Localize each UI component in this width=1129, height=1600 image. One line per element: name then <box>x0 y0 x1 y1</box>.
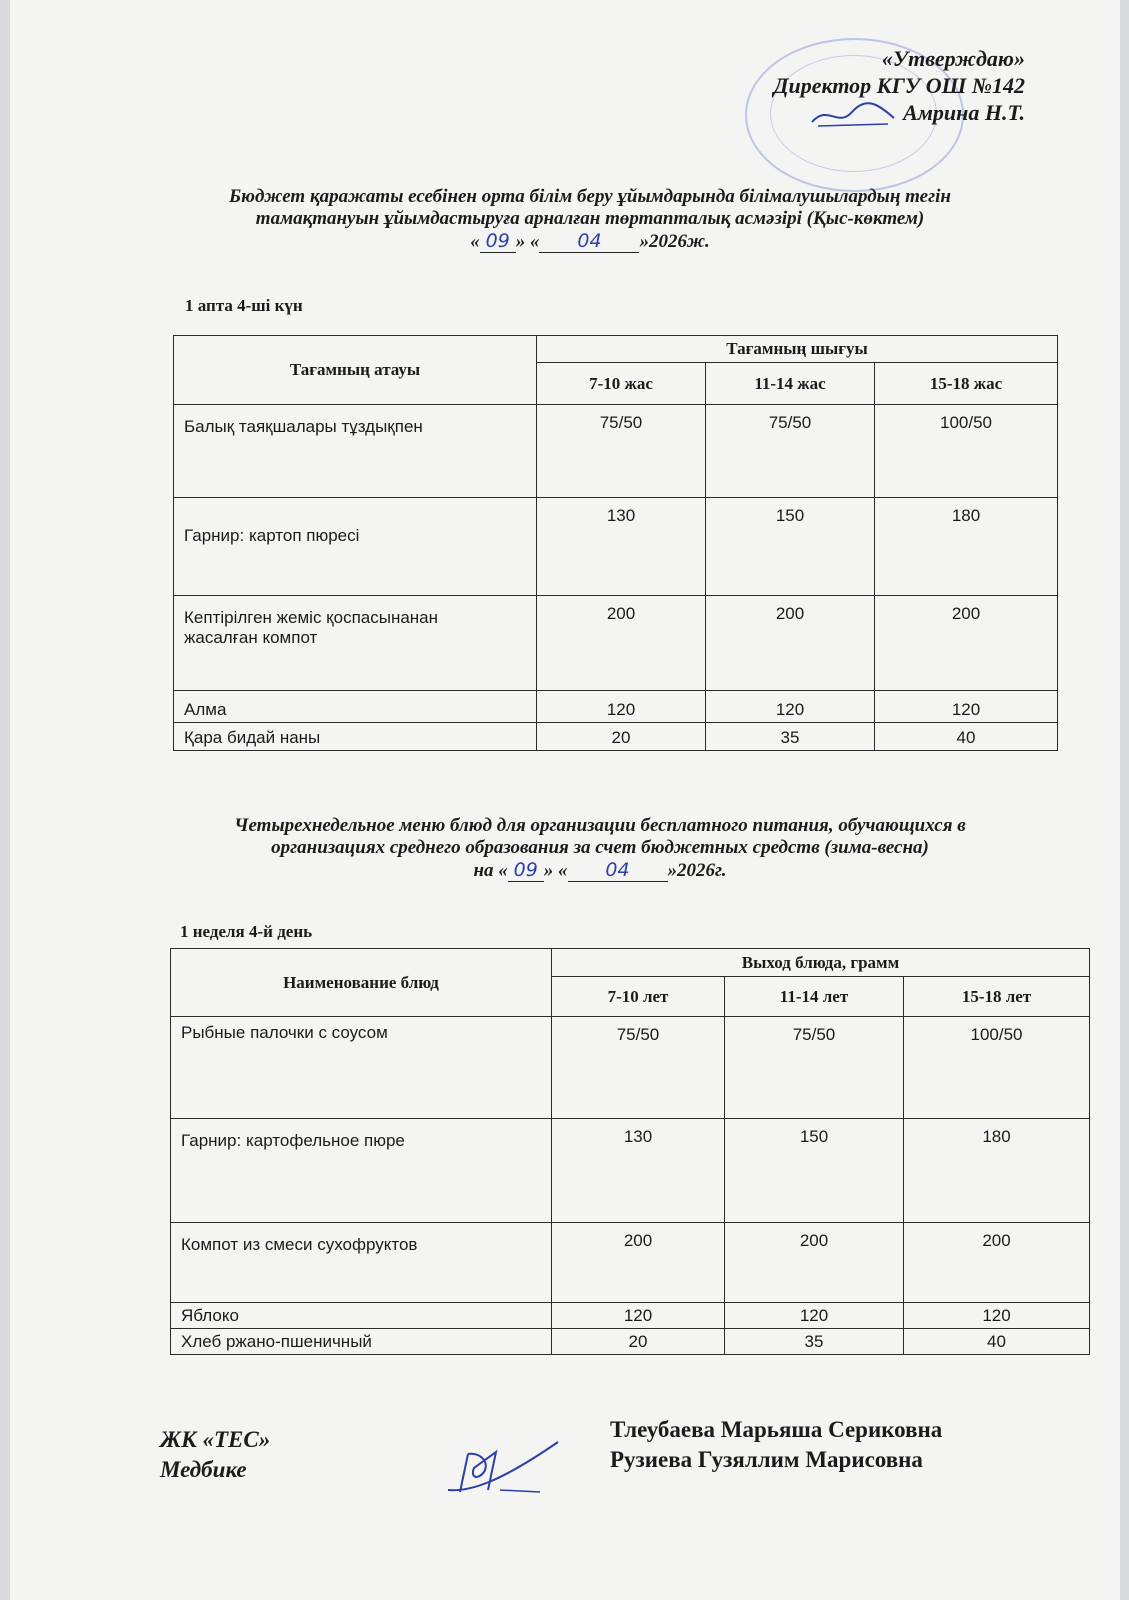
portion-7-10: 120 <box>552 1303 725 1329</box>
ru-date: на « 09 » « 04 »2026г. <box>473 859 727 881</box>
dish-name: Хлеб ржано-пшеничный <box>171 1329 552 1355</box>
kz-title-line1: Бюджет қаражаты есебінен орта білім беру ұйымдарында білімалушылардың тегін <box>229 186 951 207</box>
ru-date-day: 09 <box>508 859 544 882</box>
portion-15-18: 120 <box>904 1303 1090 1329</box>
portion-11-14: 200 <box>706 596 875 691</box>
kz-date: « 09 » « 04 »2026ж. <box>470 230 710 252</box>
kz-col-output-header: Тағамның шығуы <box>537 336 1058 363</box>
portion-11-14: 200 <box>725 1223 904 1303</box>
table-row <box>171 1329 1090 1355</box>
approval-person <box>773 99 1025 130</box>
portion-15-18: 40 <box>904 1329 1090 1355</box>
ru-date-prefix: на « <box>473 860 508 881</box>
table-row <box>174 723 1058 751</box>
portion-11-14: 120 <box>725 1303 904 1329</box>
portion-11-14: 75/50 <box>706 405 875 498</box>
portion-7-10: 200 <box>537 596 706 691</box>
table-row <box>174 498 1058 596</box>
footer-person-1: Тлеубаева Марьяша Сериковна <box>610 1417 943 1442</box>
portion-15-18: 40 <box>875 723 1058 751</box>
approval-name: Амрина Н.Т. <box>903 100 1025 125</box>
portion-15-18: 180 <box>904 1119 1090 1223</box>
table-row <box>171 1017 1090 1119</box>
footer-person-2: Рузиева Гузяллим Марисовна <box>610 1447 923 1472</box>
portion-11-14: 150 <box>706 498 875 596</box>
dish-name: Рыбные палочки с соусом <box>171 1017 552 1119</box>
footer-role: Медбике <box>160 1457 247 1482</box>
kz-age-header-2: 11-14 жас <box>706 363 875 405</box>
footer-persons <box>610 1415 942 1475</box>
dish-name: Яблоко <box>171 1303 552 1329</box>
ru-title <box>150 815 1050 882</box>
ru-title-line2: организациях среднего образования за счет бюджетных средств (зима-весна) <box>271 837 929 858</box>
portion-11-14: 120 <box>706 691 875 723</box>
portion-7-10: 20 <box>552 1329 725 1355</box>
ru-menu-table <box>170 948 1090 1355</box>
portion-15-18: 100/50 <box>875 405 1058 498</box>
dish-name: Алма <box>174 691 537 723</box>
approval-title: «Утверждаю» <box>881 46 1025 71</box>
table-row <box>171 1223 1090 1303</box>
portion-7-10: 75/50 <box>552 1017 725 1119</box>
table-row <box>174 691 1058 723</box>
kz-age-header-1: 7-10 жас <box>537 363 706 405</box>
table-row <box>174 405 1058 498</box>
kz-date-day: 09 <box>480 230 516 253</box>
kz-col-name-header: Тағамның атауы <box>174 336 537 405</box>
portion-11-14: 150 <box>725 1119 904 1223</box>
kz-age-header-3: 15-18 жас <box>875 363 1058 405</box>
dish-name: Кептірілген жеміс қоспасынанан жасалған компот <box>174 596 537 691</box>
ru-age-header-2: 11-14 лет <box>725 977 904 1017</box>
portion-11-14: 35 <box>725 1329 904 1355</box>
footer-org: ЖК «ТЕС» <box>160 1427 271 1452</box>
table-row <box>174 596 1058 691</box>
medic-signature-icon <box>440 1432 570 1502</box>
ru-age-header-1: 7-10 лет <box>552 977 725 1017</box>
kz-day-label: 1 апта 4-ші күн <box>185 296 303 315</box>
portion-15-18: 200 <box>904 1223 1090 1303</box>
ru-title-line1: Четырехнедельное меню блюд для организации бесплатного питания, обучающихся в <box>234 815 966 836</box>
dish-name: Компот из смеси сухофруктов <box>171 1223 552 1303</box>
document-page <box>10 0 1120 1600</box>
dish-name: Гарнир: картофельное пюре <box>171 1119 552 1223</box>
portion-15-18: 200 <box>875 596 1058 691</box>
portion-15-18: 180 <box>875 498 1058 596</box>
portion-7-10: 200 <box>552 1223 725 1303</box>
portion-11-14: 75/50 <box>725 1017 904 1119</box>
director-signature-icon <box>808 100 898 130</box>
portion-7-10: 130 <box>552 1119 725 1223</box>
kz-title <box>140 186 1040 253</box>
ru-day-label: 1 неделя 4-й день <box>180 922 313 941</box>
portion-7-10: 20 <box>537 723 706 751</box>
dish-name: Балық таяқшалары тұздықпен <box>174 405 537 498</box>
kz-title-line2: тамақтануын ұйымдастыруға арналған төртапталық асмәзірі (Қыс-көктем) <box>255 208 925 229</box>
portion-15-18: 100/50 <box>904 1017 1090 1119</box>
table-row <box>171 1303 1090 1329</box>
table-row <box>171 1119 1090 1223</box>
dish-name: Гарнир: картоп пюресі <box>174 498 537 596</box>
approval-position: Директор КГУ ОШ №142 <box>773 73 1025 98</box>
dish-name: Қара бидай наны <box>174 723 537 751</box>
ru-col-name-header: Наименование блюд <box>171 949 552 1017</box>
portion-7-10: 130 <box>537 498 706 596</box>
portion-11-14: 35 <box>706 723 875 751</box>
ru-age-header-3: 15-18 лет <box>904 977 1090 1017</box>
footer-org-block <box>160 1425 270 1485</box>
portion-7-10: 75/50 <box>537 405 706 498</box>
kz-date-suffix: »2026ж. <box>639 231 710 252</box>
ru-date-suffix: »2026г. <box>667 860 727 881</box>
ru-date-month: 04 <box>568 859 668 882</box>
kz-date-month: 04 <box>539 230 639 253</box>
portion-15-18: 120 <box>875 691 1058 723</box>
ru-col-output-header: Выход блюда, грамм <box>552 949 1090 977</box>
approval-block <box>773 45 1025 130</box>
portion-7-10: 120 <box>537 691 706 723</box>
kz-menu-table <box>173 335 1058 751</box>
